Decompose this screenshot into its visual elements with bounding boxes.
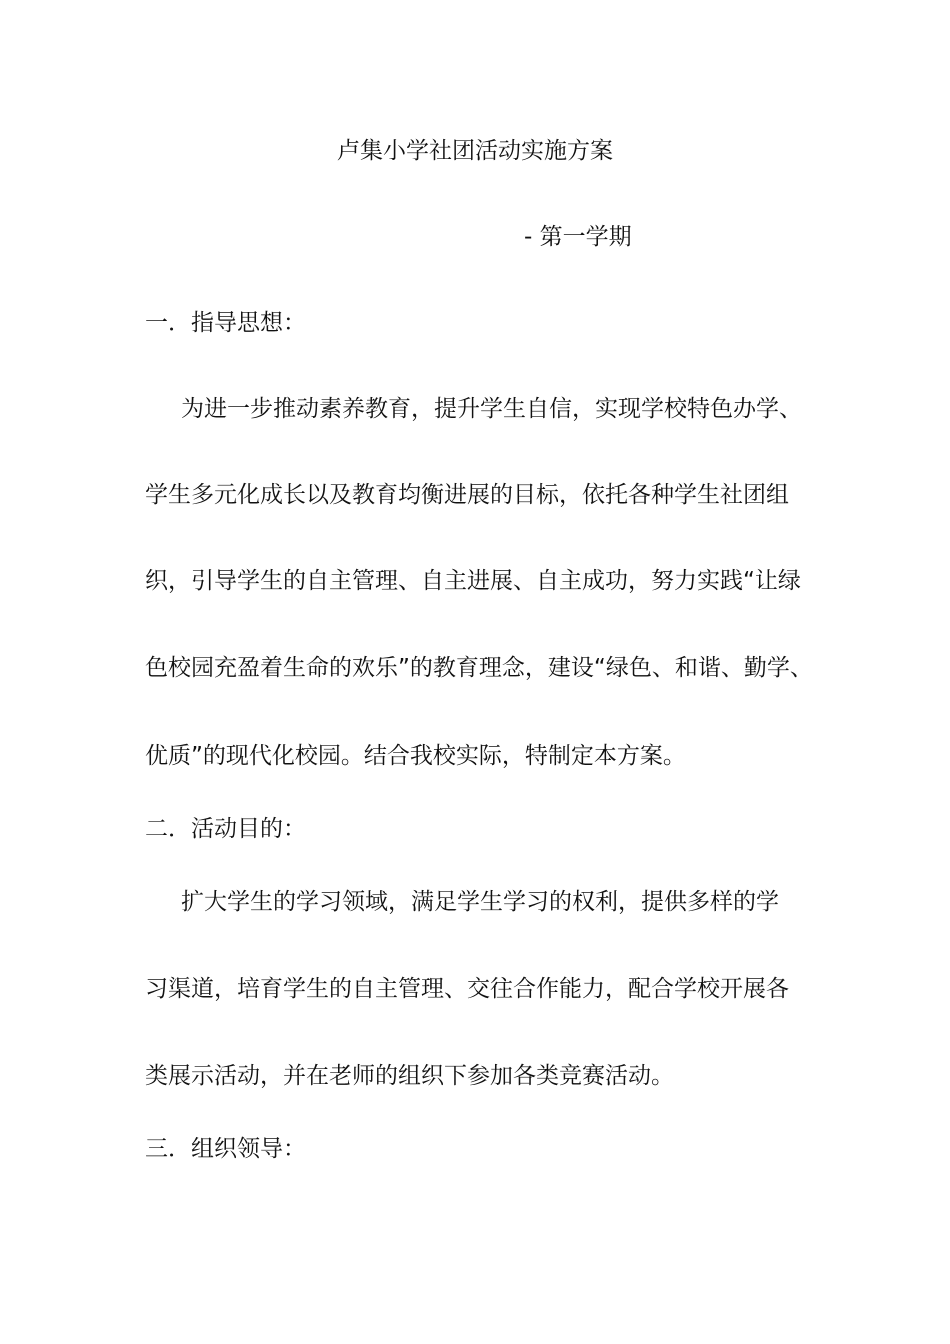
paragraph-line: 优质”的现代化校园。结合我校实际，特制定本方案。	[145, 743, 686, 769]
paragraph-line: 为进一步推动素养教育，提升学生自信，实现学校特色办学、	[181, 396, 802, 422]
paragraph-line: 习渠道，培育学生的自主管理、交往合作能力，配合学校开展各	[145, 976, 789, 1002]
paragraph-line: 扩大学生的学习领域，满足学生学习的权利，提供多样的学	[181, 889, 779, 915]
paragraph-line: 色校园充盈着生命的欢乐”的教育理念，建设“绿色、和谐、勤学、	[145, 655, 813, 681]
paragraph-line: 类展示活动，并在老师的组织下参加各类竞赛活动。	[145, 1063, 674, 1089]
document-subtitle: - 第一学期	[524, 224, 632, 250]
paragraph-line: 学生多元化成长以及教育均衡进展的目标，依托各种学生社团组	[145, 482, 789, 508]
section-heading-activity-purpose: 二．活动目的：	[145, 816, 306, 842]
paragraph-line: 织，引导学生的自主管理、自主进展、自主成功，努力实践“让绿	[145, 568, 801, 594]
section-heading-organization: 三．组织领导：	[145, 1136, 306, 1162]
document-title: 卢集小学社团活动实施方案	[337, 138, 613, 164]
section-heading-guiding-thought: 一．指导思想：	[145, 310, 306, 336]
